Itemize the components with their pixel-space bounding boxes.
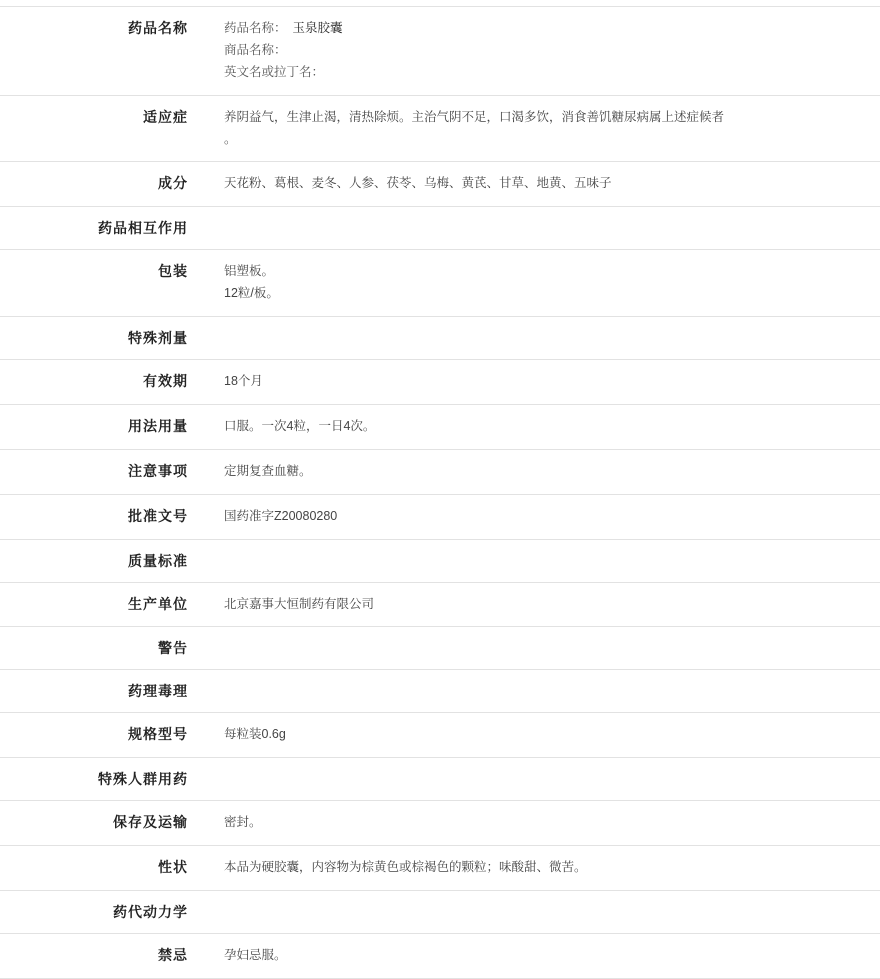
row-value-quality-standard bbox=[200, 539, 880, 582]
row-label-special-population: 特殊人群用药 bbox=[98, 771, 188, 788]
table-row bbox=[0, 891, 880, 934]
table-row bbox=[0, 404, 880, 449]
drug-info-table bbox=[0, 6, 880, 979]
table-row bbox=[0, 801, 880, 846]
field-english-name-key: 英文名或拉丁名： bbox=[224, 64, 325, 79]
row-label-manufacturer: 生产单位 bbox=[128, 595, 188, 612]
row-label-quality-standard: 质量标准 bbox=[128, 552, 188, 569]
row-label-warning: 警告 bbox=[158, 640, 188, 657]
field-trade-name-key: 商品名称： bbox=[224, 42, 287, 57]
field-drug-name-key: 药品名称： bbox=[224, 21, 287, 35]
row-value-ingredients bbox=[200, 162, 880, 207]
row-value-pharmacology-toxicology bbox=[200, 670, 880, 713]
row-value-approval-number bbox=[200, 494, 880, 539]
table-row bbox=[0, 627, 880, 670]
table-row bbox=[0, 582, 880, 627]
row-label-ingredients: 成分 bbox=[158, 175, 188, 192]
text-line: 天花粉、葛根、麦冬、人参、茯苓、乌梅、黄芪、甘草、地黄、五味子 bbox=[224, 176, 612, 191]
table-row bbox=[0, 95, 880, 162]
row-value-contraindications bbox=[200, 934, 880, 979]
drug-info-table-body bbox=[0, 7, 880, 979]
table-row bbox=[0, 494, 880, 539]
row-label-special-dosage: 特殊剂量 bbox=[128, 330, 188, 346]
row-label-pharmacology-toxicology: 药理毒理 bbox=[128, 683, 188, 700]
row-value-packaging bbox=[200, 250, 880, 317]
table-row bbox=[0, 207, 880, 250]
table-row-drug-name bbox=[0, 7, 880, 96]
table-row bbox=[0, 250, 880, 317]
text-line: 。 bbox=[224, 131, 237, 146]
row-value-special-dosage bbox=[200, 317, 880, 360]
row-value-appearance bbox=[200, 846, 880, 891]
row-label-precautions: 注意事项 bbox=[128, 462, 188, 479]
row-label-drug-name: 药品名称 bbox=[128, 20, 188, 36]
table-row bbox=[0, 360, 880, 405]
text-line: 18个月 bbox=[224, 374, 263, 388]
text-line: 12粒/板。 bbox=[224, 286, 279, 301]
text-line: 本品为硬胶囊，内容物为棕黄色或棕褐色的颗粒；味酸甜、微苦。 bbox=[224, 860, 587, 875]
text-line: 北京嘉事大恒制药有限公司 bbox=[224, 596, 375, 611]
text-line: 每粒装0.6g bbox=[224, 727, 286, 742]
text-line: 孕妇忌服。 bbox=[224, 948, 287, 962]
row-label-contraindications: 禁忌 bbox=[158, 947, 188, 963]
row-label-packaging: 包装 bbox=[158, 263, 188, 280]
row-label-dosage-administration: 用法用量 bbox=[128, 417, 188, 434]
row-label-specification: 规格型号 bbox=[128, 726, 188, 743]
row-value-manufacturer bbox=[200, 582, 880, 627]
table-row bbox=[0, 539, 880, 582]
row-value-indications bbox=[200, 95, 880, 162]
row-value-pharmacokinetics bbox=[200, 891, 880, 934]
field-drug-name-value: 玉泉胶囊 bbox=[292, 21, 343, 35]
table-row bbox=[0, 317, 880, 360]
row-value-specification bbox=[200, 713, 880, 758]
row-value-dosage-administration bbox=[200, 404, 880, 449]
row-label-pharmacokinetics: 药代动力学 bbox=[113, 904, 188, 920]
row-value-shelf-life bbox=[200, 360, 880, 405]
row-label-shelf-life: 有效期 bbox=[143, 373, 188, 389]
field-english-name bbox=[224, 62, 866, 84]
table-row bbox=[0, 846, 880, 891]
text-line: 国药准字Z20080280 bbox=[224, 508, 338, 523]
table-row bbox=[0, 670, 880, 713]
table-row bbox=[0, 449, 880, 494]
row-label-indications: 适应症 bbox=[143, 108, 188, 125]
row-label-approval-number: 批准文号 bbox=[128, 507, 188, 524]
table-row bbox=[0, 934, 880, 979]
table-row bbox=[0, 162, 880, 207]
text-line: 铝塑板。 bbox=[224, 264, 275, 279]
text-line: 养阴益气，生津止渴，清热除烦。主治气阴不足，口渴多饮，消食善饥糖尿病属上述症候者 bbox=[224, 109, 725, 124]
field-drug-name bbox=[224, 18, 866, 40]
text-line: 口服。一次4粒，一日4次。 bbox=[224, 418, 376, 433]
row-value-drug-name bbox=[200, 7, 880, 96]
row-label-appearance: 性状 bbox=[158, 859, 188, 876]
text-line: 密封。 bbox=[224, 815, 262, 830]
text-line: 定期复查血糖。 bbox=[224, 463, 312, 478]
field-trade-name bbox=[224, 40, 866, 62]
row-value-drug-interactions bbox=[200, 207, 880, 250]
row-value-warning bbox=[200, 627, 880, 670]
row-value-precautions bbox=[200, 449, 880, 494]
table-row bbox=[0, 713, 880, 758]
row-label-storage-transport: 保存及运输 bbox=[113, 814, 188, 831]
row-value-special-population bbox=[200, 758, 880, 801]
row-label-drug-interactions: 药品相互作用 bbox=[98, 220, 188, 237]
table-row bbox=[0, 758, 880, 801]
row-value-storage-transport bbox=[200, 801, 880, 846]
